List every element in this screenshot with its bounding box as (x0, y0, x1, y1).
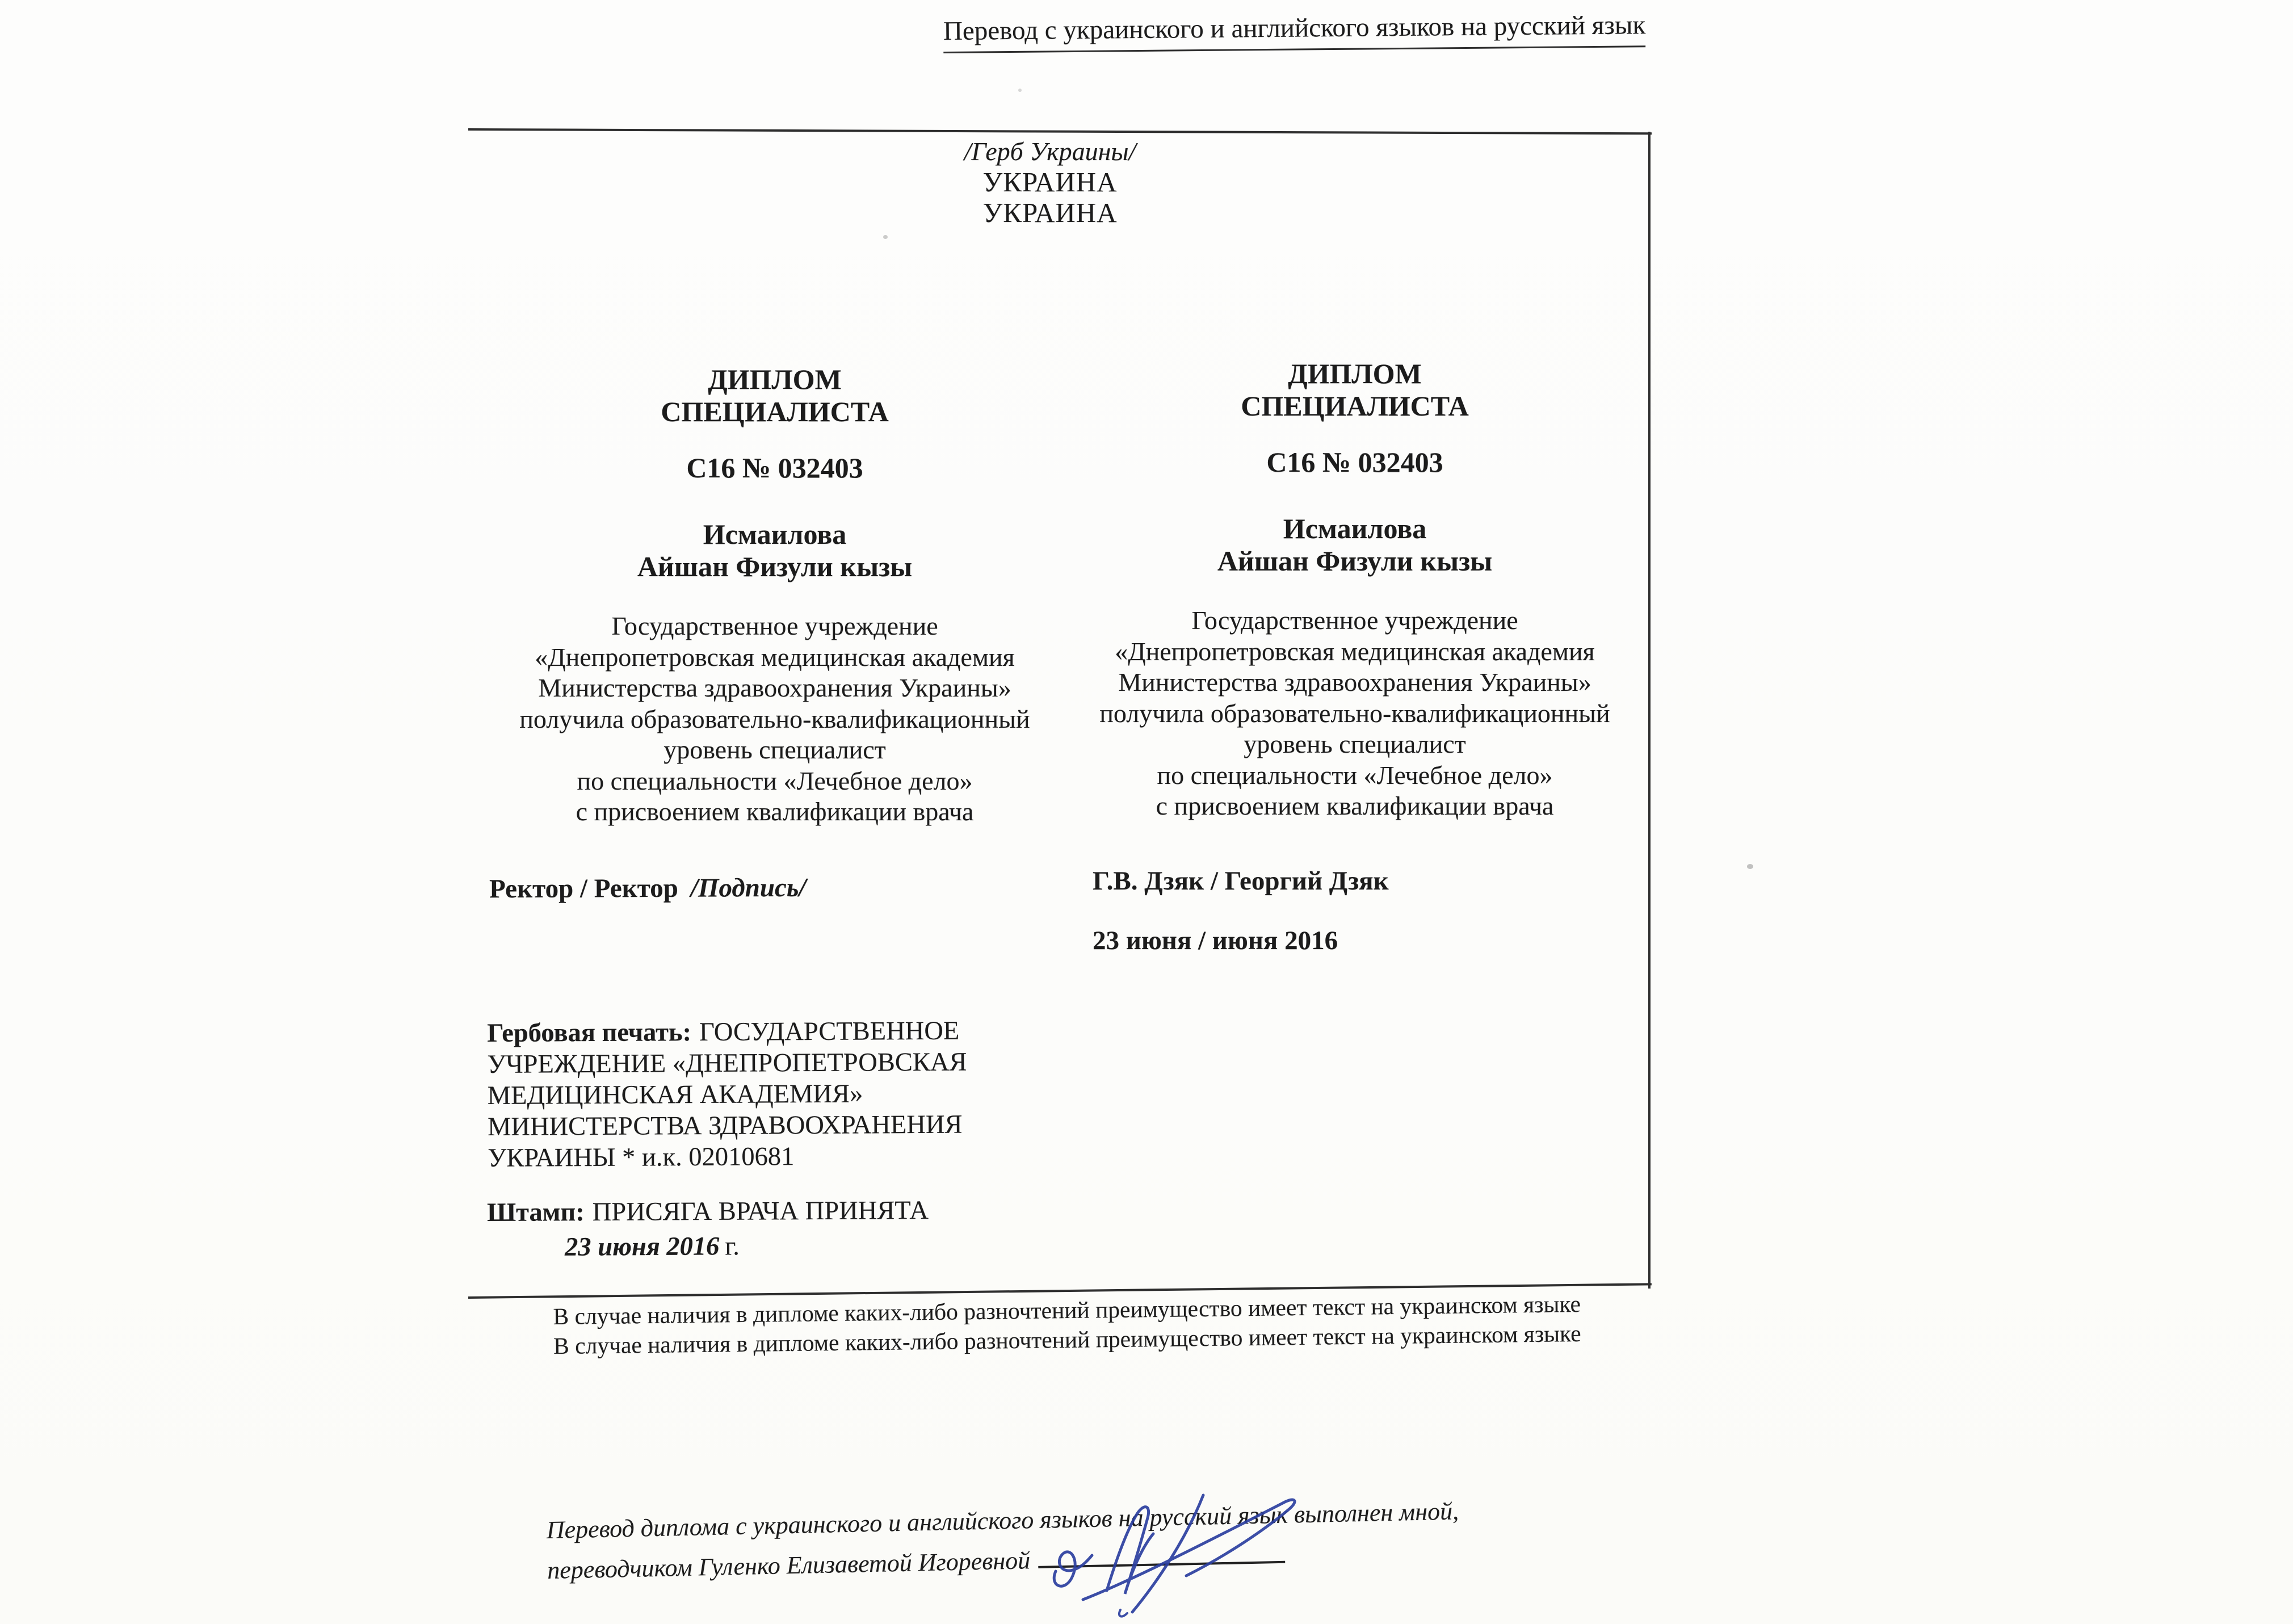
body-line: с присвоением квалификации врача (1156, 791, 1554, 820)
stamp-date-suffix: г. (725, 1232, 740, 1261)
seal-line: МЕДИЦИНСКАЯ АКАДЕМИЯ» (487, 1079, 863, 1110)
stamp-date-row (565, 1231, 740, 1262)
body-line: получила образовательно-квалификационный (519, 704, 1030, 733)
body-line: Министерства здравоохранения Украины» (538, 673, 1011, 702)
diploma-column-right (1068, 358, 1641, 822)
seal-label: Гербовая печать: (487, 1018, 692, 1048)
seal-line (487, 1015, 1055, 1049)
holder-given-name: Айшан Физули кызы (1217, 545, 1493, 577)
translation-direction-header: Перевод с украинского и английского языков на русский язык (943, 10, 1646, 53)
diploma-title (1068, 358, 1641, 422)
stamp-text: ПРИСЯГА ВРАЧА ПРИНЯТА (592, 1195, 929, 1227)
translator-attestation (546, 1491, 1460, 1591)
diploma-serial-number: С16 № 032403 (686, 452, 863, 484)
holder-given-name: Айшан Физули кызы (637, 551, 913, 582)
language-precedence-footnotes (530, 1289, 1603, 1361)
body-line: уровень специалист (663, 735, 886, 764)
stamp-transcription (487, 1195, 929, 1228)
seal-line: УКРАИНЫ * и.к. 02010681 (488, 1142, 795, 1173)
signature-placeholder-note: /Подпись/ (690, 872, 807, 903)
diploma-issue-date: 23 июня / июня 2016 (1093, 926, 1338, 955)
diploma-title-line1: ДИПЛОМ (1288, 358, 1422, 389)
diploma-holder-name (488, 518, 1061, 583)
diploma-title-line2: СПЕЦИАЛИСТА (1241, 390, 1469, 422)
body-line: с присвоением квалификации врача (576, 797, 974, 826)
rector-signature-row (489, 872, 807, 904)
scan-speck (1747, 864, 1753, 869)
footnote-line1: В случае наличия в дипломе каких-либо разночтений преимущество имеет текст на украинском языке (553, 1290, 1581, 1330)
footnote-line2: В случае наличия в дипломе каких-либо разночтений преимущество имеет текст на украинском языке (553, 1320, 1581, 1359)
diploma-title (488, 363, 1061, 428)
rector-label: Ректор / Ректор (489, 873, 678, 904)
diploma-holder-name (1068, 513, 1641, 577)
body-line: по специальности «Лечебное дело» (577, 766, 973, 795)
body-line: Государственное учреждение (611, 611, 938, 640)
translator-statement-line1: Перевод диплома с украинского и английского языков на русский язык выполнен мной, (546, 1497, 1459, 1544)
stamp-label: Штамп: (486, 1198, 585, 1228)
stamp-date: 23 июня 2016 (564, 1232, 720, 1262)
body-line: Государственное учреждение (1191, 606, 1518, 635)
diploma-title-line1: ДИПЛОМ (708, 363, 842, 395)
body-line: по специальности «Лечебное дело» (1157, 760, 1553, 790)
certificate-frame-right-border (1648, 132, 1651, 1289)
scan-speck (883, 235, 888, 239)
handwritten-signature (1016, 1470, 1322, 1618)
translator-statement-line2: переводчиком Гуленко Елизаветой Игоревной (547, 1546, 1031, 1584)
diploma-serial-number: С16 № 032403 (1266, 446, 1443, 478)
seal-line: МИНИСТЕРСТВА ЗДРАВООХРАНЕНИЯ (487, 1110, 963, 1142)
body-line: получила образовательно-квалификационный (1099, 698, 1610, 728)
scan-speck (1018, 89, 1022, 92)
coat-of-arms-block (459, 136, 1641, 228)
diploma-column-left (488, 363, 1061, 828)
holder-surname: Исмаилова (1283, 513, 1427, 544)
holder-surname: Исмаилова (703, 518, 847, 550)
seal-text: ГОСУДАРСТВЕННОЕ (699, 1016, 960, 1047)
body-line: «Днепропетровская медицинская академия (1115, 636, 1595, 666)
body-line: Министерства здравоохранения Украины» (1118, 668, 1591, 696)
body-line: уровень специалист (1244, 729, 1466, 758)
coat-of-arms-note: /Герб Украины/ (964, 137, 1136, 166)
certificate-frame-top-border (468, 128, 1652, 135)
diploma-body-text (1068, 605, 1641, 822)
country-name-line2: УКРАИНА (982, 197, 1118, 228)
rector-name: Г.В. Дзяк / Георгий Дзяк (1093, 866, 1389, 896)
country-name-line1: УКРАИНА (982, 166, 1118, 198)
diploma-title-line2: СПЕЦИАЛИСТА (661, 396, 889, 427)
diploma-body-text (488, 611, 1061, 828)
seal-line: УЧРЕЖДЕНИЕ «ДНЕПРОПЕТРОВСКАЯ (487, 1047, 967, 1079)
official-seal-transcription (487, 1015, 1055, 1174)
body-line: «Днепропетровская медицинская академия (535, 642, 1015, 672)
